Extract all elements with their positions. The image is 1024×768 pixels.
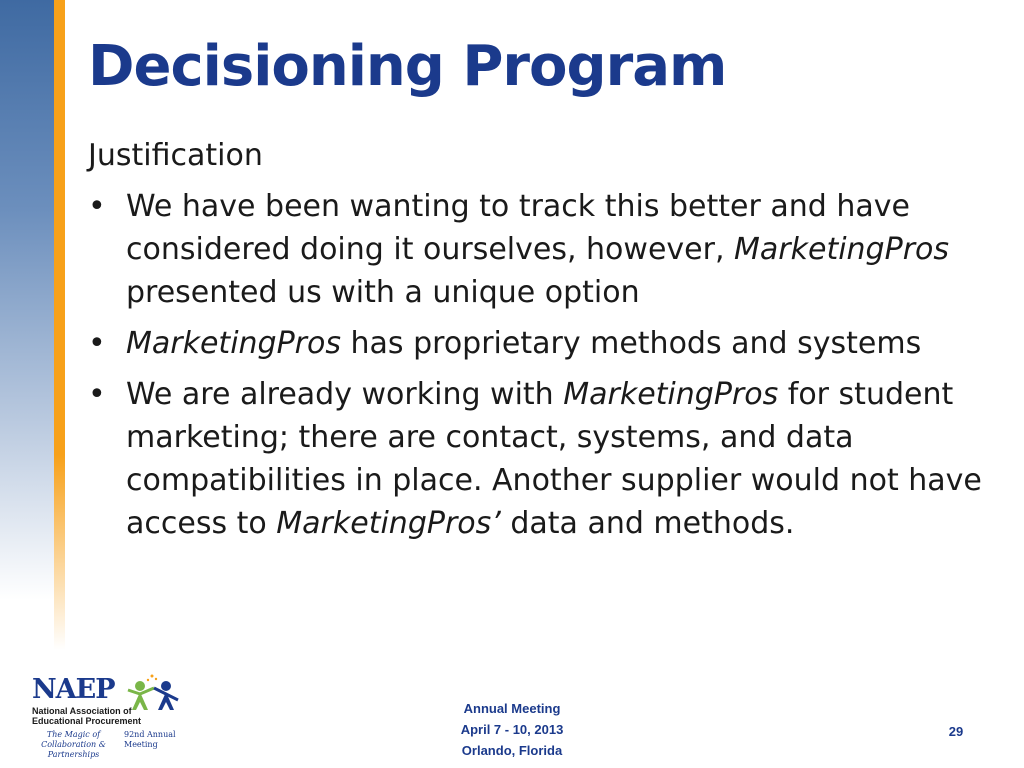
bullet-list: [88, 185, 988, 545]
logo-tagline: The Magic of Collaboration & Partnerships: [41, 730, 106, 759]
bullet-emphasis: MarketingPros: [734, 232, 950, 267]
slide-title: Decisioning Program: [88, 34, 727, 99]
bullet-item: [88, 322, 988, 365]
page-number: 29: [948, 724, 964, 739]
bullet-text: data and methods.: [500, 506, 795, 541]
bullet-text: presented us with a unique option: [126, 275, 640, 310]
bullet-item: [88, 185, 988, 314]
logo-annual-meeting: 92nd Annual Meeting: [124, 730, 176, 749]
side-gradient-bar: [0, 0, 54, 600]
bullet-text: We have been wanting to track this better and have considered doing it ourselves, however,: [126, 189, 910, 267]
bullet-marker: •: [88, 326, 106, 361]
bullet-emphasis: MarketingPros’: [276, 506, 501, 541]
bullet-emphasis: MarketingPros: [126, 326, 341, 361]
bullet-emphasis: MarketingPros: [563, 377, 779, 412]
logo-naep-text: NAEP: [32, 674, 115, 705]
bullet-text: for student marketing; there are contact, systems, and data compatibilities in place. Another supplier would not have access to: [126, 377, 982, 541]
bullet-marker: •: [88, 189, 106, 224]
logo-org-name: National Association of Educational Procurement: [32, 706, 142, 726]
orange-accent-stripe: [54, 0, 65, 650]
subheading: Justification: [88, 138, 263, 173]
slide-body: [88, 134, 988, 553]
bullet-text: has proprietary methods and systems: [341, 326, 922, 361]
meeting-line-2: April 7 - 10, 2013: [460, 722, 564, 737]
bullet-item: [88, 373, 988, 545]
meeting-info: [412, 698, 612, 761]
meeting-line-1: Annual Meeting: [463, 701, 561, 716]
bullet-marker: •: [88, 377, 106, 412]
bullet-text: We are already working with: [126, 377, 564, 412]
meeting-line-3: Orlando, Florida: [461, 743, 563, 758]
naep-logo: [26, 668, 196, 759]
